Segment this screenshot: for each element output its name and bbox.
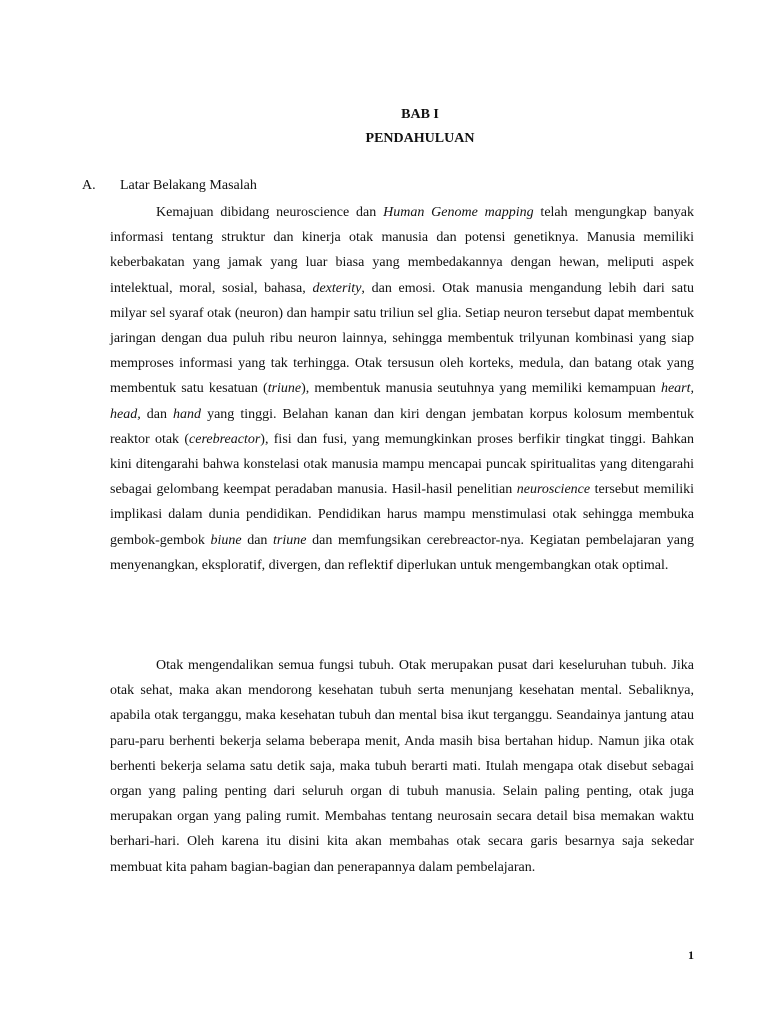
section-heading (82, 178, 257, 194)
italic-term: Human Genome mapping (383, 205, 534, 220)
italic-term: heart, head, (110, 381, 694, 422)
italic-term: neuroscience (516, 482, 591, 498)
chapter-title: PENDAHULUAN (365, 131, 475, 146)
chapter-heading: BAB I (401, 107, 439, 122)
paragraph-1 (110, 200, 694, 578)
section-number: A. (82, 178, 96, 193)
paragraph-2 (110, 653, 694, 880)
section-title: Latar Belakang Masalah (120, 178, 257, 193)
italic-term: cerebreactor (189, 431, 261, 447)
paragraph-text: Otak mengendalikan semua fungsi tubuh. Otak merupakan pusat dari keseluruhan tubuh. Jika otak sehat, maka akan mendorong kesehatan tubuh serta menunjang kesehatan mental. Sebaliknya, apabila otak terganggu, maka kesehatan tubuh dan mental bisa ikut terganggu. Seandainya jantung atau paru-paru berhenti bekerja selama beberapa menit, Anda masih bisa bertahan hidup. Namun jika otak berhenti bekerja selama satu detik saja, maka tubuh berarti mati. Itulah mengapa otak disebut sebagai organ yang paling penting dari seluruh organ di tubuh manusia. Selain paling penting, otak juga merupakan organ yang paling rumit. Membahas tentang neurosain secara detail bisa memakan waktu berhari-hari. Oleh karena itu disini kita akan membahas otak secara garis besarnya saja sekedar membuat kita paham bagian-bagian dan penerapannya dalam pembelajaran. (110, 658, 694, 875)
italic-term: triune (267, 381, 302, 397)
italic-term: dexterity (312, 280, 362, 296)
italic-term: triune (273, 532, 307, 548)
page-number: 1 (688, 948, 694, 962)
italic-term: hand (173, 406, 202, 422)
paragraph-text: Kemajuan dibidang neuroscience dan Human Genome mapping telah mengungkap banyak informasi tentang struktur dan kinerja otak manusia dan potensi genetiknya. Manusia memiliki keberbakatan yang jamak yang luar biasa yang membedakannya dengan hewan, meliputi aspek intelektual, moral, sosial, bahasa, dexterity, dan emosi. Otak manusia mengandung lebih dari satu milyar sel syaraf otak (neuron) dan hampir satu triliun sel glia. Setiap neuron tersebut dapat membentuk jaringan dengan dua puluh ribu neuron lainnya, sehingga membentuk trilyunan kombinasi yang siap memproses informasi yang tak terhingga. Otak tersusun oleh korteks, medula, dan batang otak yang membentuk satu kesatuan (triune), membentuk manusia seutuhnya yang memiliki kemampuan heart, head, dan hand yang tinggi. Belahan kanan dan kiri dengan jembatan korpus kolosum membentuk reaktor otak (cerebreactor), fisi dan fusi, yang memungkinkan proses berfikir tingkat tinggi. Bahkan kini ditengarahi bahwa konstelasi otak manusia mampu mencapai puncak spiritualitas yang ditengarahi sebagai gelombang keempat peradaban manusia. Hasil-hasil penelitian neuroscience tersebut memiliki implikasi dalam dunia pendidikan. Pendidikan harus mampu menstimulasi otak sehingga membuka gembok-gembok biune dan triune dan memfungsikan cerebreactor-nya. Kegiatan pembelajaran yang menyenangkan, eksploratif, divergen, dan reflektif diperlukan untuk mengembangkan otak optimal. (110, 205, 695, 573)
italic-term: biune (210, 532, 242, 548)
